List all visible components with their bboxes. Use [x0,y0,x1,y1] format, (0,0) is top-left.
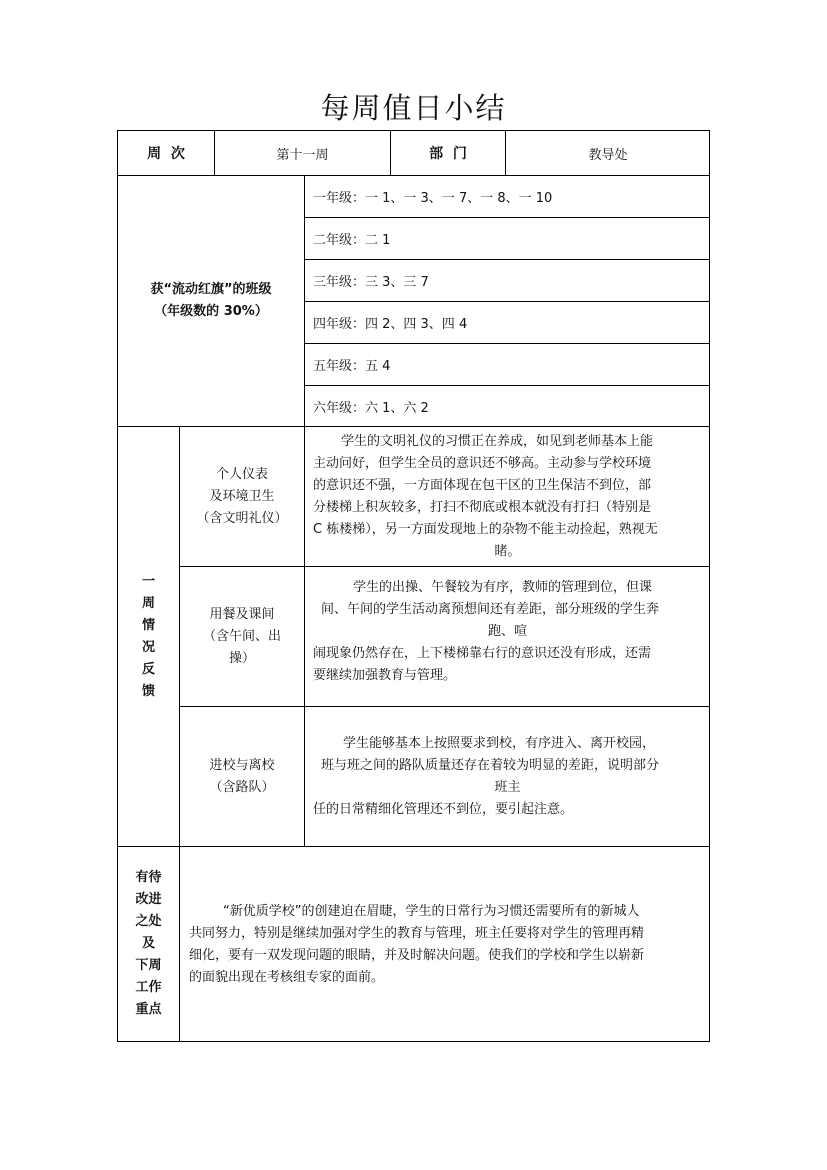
feedback-label-char: 一 [141,573,155,589]
category-line: （含午间、出 [202,628,281,644]
content-line: 学生的文明礼仪的习惯正在养成，如见到老师基本上能 [341,434,654,449]
dept-label-cell [391,131,506,176]
content-line: 间、午间的学生活动离预想间还有差距，部分班级的学生奔 [321,602,660,617]
content-line: 分楼梯上积灰较多，打扫不彻底或根本就没有打扫（特别是 [313,500,652,515]
category-line: 及环境卫生 [209,488,275,504]
content-line: 共同努力，特别是继续加强对学生的教育与管理，班主任要将对学生的管理再精 [189,926,645,941]
improvement-label-line: 及 [141,936,155,951]
category-line: （含文明礼仪） [196,510,288,526]
improvement-label-line: 有待 [135,870,162,885]
category-line: 进校与离校 [209,757,275,773]
content-line: 要继续加强教育与管理。 [313,668,457,683]
weekly-report-table [117,130,710,1042]
content-line: 班主 [494,780,521,795]
feedback-content-cell [305,427,710,567]
feedback-label-char: 馈 [141,683,155,699]
improvement-label-line: 之处 [135,914,162,929]
improvement-label-line: 工作 [135,980,162,995]
feedback-label-char: 周 [141,595,155,611]
grade-row [305,344,710,386]
category-line: 个人仪表 [215,466,268,482]
content-line: 任的日常精细化管理还不到位，要引起注意。 [313,802,574,817]
grade-text: 六年级：六 1、六 2 [313,400,429,416]
content-line: 的意识还不强，一方面体现在包干区的卫生保洁不到位，部 [313,478,652,493]
grade-text: 一年级：一 1、一 3、一 7、一 8、一 10 [313,191,553,206]
grade-row [305,176,710,218]
content-line: 学生的出操、午餐较为有序，教师的管理到位，但课 [353,580,653,595]
content-line: 跑、喧 [487,624,527,639]
feedback-content-cell [305,707,710,847]
week-value: 第十一周 [276,147,329,163]
dept-label: 部 门 [429,146,467,162]
week-value-cell [215,131,391,176]
content-line: 班与班之间的路队质量还存在着较为明显的差距，说明部分 [321,758,660,773]
grade-row [305,302,710,344]
page-title: 每周值日小结 [320,91,507,125]
grade-row [305,386,710,427]
improvement-label-line: 下周 [135,958,162,973]
grade-text: 二年级：二 1 [313,233,391,248]
improvement-content-cell [180,847,710,1041]
week-label: 周 次 [147,146,185,162]
content-line: 学生能够基本上按照要求到校，有序进入、离开校园， [343,736,656,751]
feedback-label-char: 情 [141,617,155,633]
content-line: 主动问好，但学生全员的意识还不够高。主动参与学校环境 [313,456,652,471]
feedback-label-char: 反 [141,661,155,677]
red-flag-label-line2: （年级数的 30%） [154,304,268,319]
category-line: （含路队） [209,779,275,795]
feedback-category-cell [180,707,305,847]
grade-text: 五年级：五 4 [313,359,391,374]
dept-value-cell [506,131,710,176]
feedback-label-char: 况 [141,639,155,655]
content-line: 睹。 [494,544,521,559]
category-line: 用餐及课间 [209,606,275,622]
feedback-content-cell [305,567,710,707]
red-flag-label-cell [118,176,305,427]
improvement-label-cell [118,847,180,1041]
content-line: “新优质学校”的创建迫在眉睫，学生的日常行为习惯还需要所有的新城人 [223,904,640,919]
content-line: C 栋楼梯），另一方面发现地上的杂物不能主动捡起，熟视无 [313,522,658,537]
grade-text: 四年级：四 2、四 3、四 4 [313,317,468,332]
red-flag-label-line1: 获“流动红旗”的班级 [150,282,272,297]
week-label-cell [118,131,215,176]
improvement-label-line: 改进 [135,892,162,907]
weekly-feedback-label-cell [118,427,180,847]
category-line: 操） [228,650,255,666]
feedback-category-cell [180,567,305,707]
content-line: 的面貌出现在考核组专家的面前。 [189,970,385,985]
dept-value: 教导处 [588,147,628,163]
improvement-label-line: 重点 [135,1002,162,1017]
grade-row [305,218,710,260]
grade-text: 三年级：三 3、三 7 [313,275,429,290]
feedback-category-cell [180,427,305,567]
content-line: 细化，要有一双发现问题的眼睛，并及时解决问题。使我们的学校和学生以崭新 [189,948,645,963]
content-line: 闹现象仍然存在，上下楼梯靠右行的意识还没有形成，还需 [313,646,652,661]
grade-row [305,260,710,302]
